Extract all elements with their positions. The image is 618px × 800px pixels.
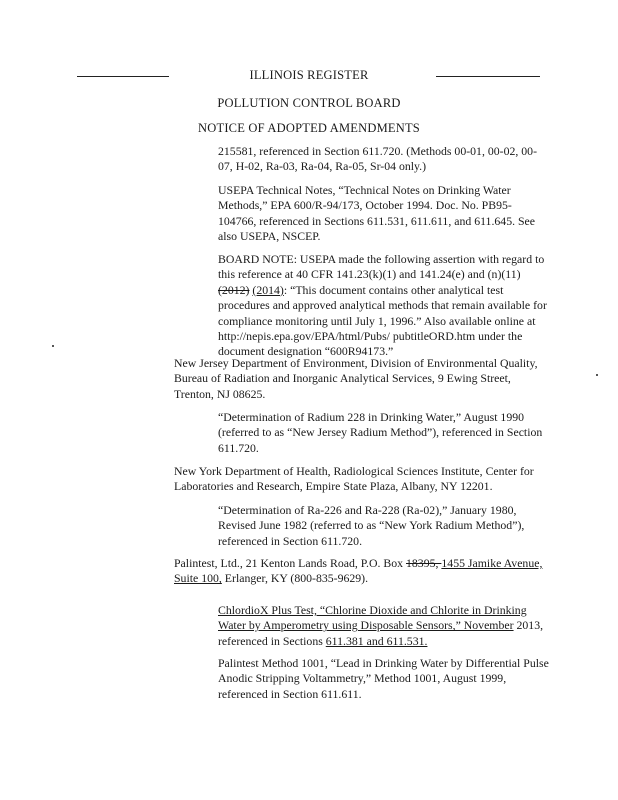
notice-title: NOTICE OF ADOPTED AMENDMENTS [198,121,420,135]
new-jersey-department: New Jersey Department of Environment, Division of Environmental Quality, Bureau of Radiation and Inorganic Analytical Services, 9 Ewing Street, Trenton, NJ 08625. [174,356,538,401]
board-note-text-b: : “This document contains other analytical test procedures and approved analytical methods that remain available for compliance monitoring until July 1, 1996.” Also available online at http://nepis.epa.gov/EPA/html/Pubs/ pubtitleORD.htm under the document designation “600R94173.” [218,282,547,359]
board-title: POLLUTION CONTROL BOARD [217,96,401,110]
usepa-technical-notes: USEPA Technical Notes, “Technical Notes on Drinking Water Methods,” EPA 600/R-94/173, October 1994. Doc. No. PB95-104766, referenced in Sections 611.531, 611.611, and 611.645. See also USEPA, NSCEP. [218,183,536,244]
palintest-text-a: Palintest, Ltd., 21 Kenton Lands Road, P.O. Box [174,556,406,570]
inserted-chlordiox: ChlordioX Plus Test, “Chlorine Dioxide and Chlorite in Drinking Water by Amperometry using Disposable Sensors,” November [218,603,527,633]
inserted-address: 1455 Jamike Avenue, Suite 100, [174,556,543,586]
board-note [218,252,550,360]
inserted-sections: 611.381 and 611.531. [325,633,428,648]
inserted-text: (2014) [252,282,284,297]
new-york-radium-method: “Determination of Ra-226 and Ra-228 (Ra-02),” January 1980, Revised June 1982 (referred to as “New York Radium Method”), referenced in Section 611.720. [218,503,525,548]
new-york-department: New York Department of Health, Radiological Sciences Institute, Center for Laboratories and Research, Empire State Plaza, Albany, NY 12201. [174,464,534,494]
chlordiox-plain: 2013, referenced in Sections [218,618,544,648]
deleted-po-box: 18395, [406,556,442,570]
palintest-text-b: Erlanger, KY (800-835-9629). [221,571,369,586]
palintest-method-1001: Palintest Method 1001, “Lead in Drinking Water by Differential Pulse Anodic Stripping Voltammetry,” Method 1001, August 1999, referenced in Section 611.611. [218,656,549,701]
scan-speck [596,374,598,376]
register-title: ILLINOIS REGISTER [249,68,369,82]
chlordiox-plus-test [218,603,550,649]
new-jersey-radium-method: “Determination of Radium 228 in Drinking Water,” August 1990 (referred to as “New Jersey Radium Method”), referenced in Section 611.720. [218,410,543,455]
board-note-text-a: BOARD NOTE: USEPA made the following assertion with regard to this reference at 40 CFR 141.23(k)(1) and 141.24(e) and (n)(11) [218,252,545,282]
palintest-address [174,556,550,587]
reference-paragraph: 215581, referenced in Section 611.720. (Methods 00-01, 00-02, 00-07, H-02, Ra-03, Ra-04, Ra-05, Sr-04 only.) [218,144,537,174]
scan-speck [52,345,54,347]
deleted-text: (2012) [218,282,250,297]
